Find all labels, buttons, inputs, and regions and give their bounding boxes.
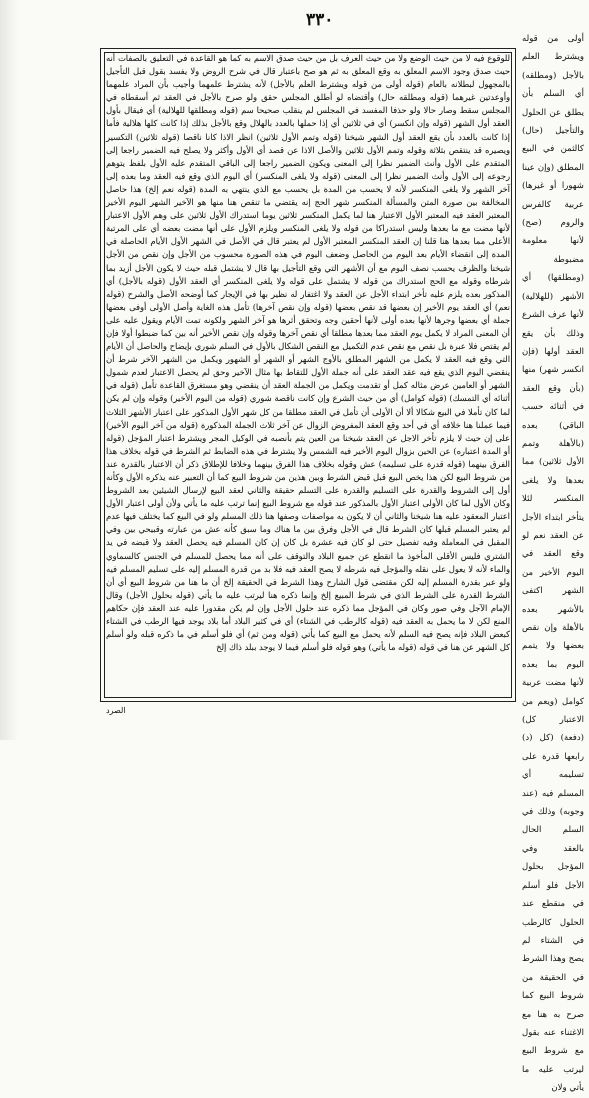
catchword: الصرد <box>106 706 126 715</box>
main-text-column <box>522 30 584 1094</box>
commentary-block <box>106 52 510 698</box>
commentary-text: للوقوع فيه لا من حيث الوضع ولا من حيث العرف بل من حيث صدق الاسم به كما هو القاعدة في التعليق بالصفات أنه حيث صدق وجود الاسم المعلق به وقع المعلق به ثم هو صح باعتبار قال في شرح الروض ولا يفسد بقول قبل التأجيل بالمجهول لبطلانه بالعام (قوله أولى من قوله ويشترط العلم بالأجل) لأنه يشترط علمهما وأجيب بأن المراد علمهما وأوعدتين غيرهما (قوله ومطلقه حال) وأقتضاه لو أطلق المجلس حقق ولو صرح بالأجل في العقد ثم أسقطاه في المجلس سقط وصار حالا ولو حذفا المفسد في المجلس لم ينقلب صحيحا سم (قوله ومطلقها للهلالية) أي فيقال بأول العقد أول الشهر (قوله وإن انكسر) أي في ثلاثين أي إذا حملها بالعدد بالهلال وقع بالأجل بذلك إذا كانت كلها هلالية فأما إذا كانت بالعدد بأن يقع العقد أول الشهر شيخنا (قوله وتمم الأول ثلاثين) انظر الاذا كانا ناقصا (قوله ثلاثين) التكسير ويصيره قد ينتقص بثلاثة وقوله وتمم الأول ثلاثين والأصل الاذا عن قصد أي الأول وأكثر ولا يصلح فيه الضمير راجعا إلى المتقدم على الأول وأنث الضمير نظرا إلى المعنى ويكون الضمير راجعا إلى الباقي المتقدم عليه الأول بلفظ يتوهم رجوعه إلى الأول وأنث الضمير نظرا إلى المعنى (قوله ولا يلغى المنكسر) أي اليوم الذي وقع فيه العقد وما بعده إلى آخر الشهر ولا يلغى المنكسر لأنه لا يحسب من المدة بل يحسب مع الذي ينتهي به المدة (قوله نعم إلخ) هذا حاصل المخالفة بين صورة المتن والمسألة المنكسر شهر الحج إنه يقتضي ما تنقص هنا منها هو الآخير الشهر اليوم الأخير المعتبر العقد فيه المعتبر الأول الاعتبار هنا لما يكمل المنكسر ثلاثين يوما استدراك الأول ثلاثين على وهم الأول الاعتبار لأنها مضت مع ما بعدها وليس استدراكا من قوله ولا يلغى المنكسر ويلزم الأول على أنها مضت بعضه أي على المرتبة الأعلى مما بعدها هنا قلنا إن العقد المنكسر المعتبر الأول لم يعتبر قال في الأصل في الشهر الأول الأيام الحاصلة في المدة إلى انقضاء الأيام بعد اليوم من الحاصل وضعف اليوم في هذه الصورة محسوب من الأجل وإن نقص من الأجل شيخنا والظرف يحسب نصف اليوم مع أن الأشهر التي وقع التأجيل بها قال لا يشتمل قبله حيث لا يكون الأجل أزيد بما شرطاه وقوله مع الحج استدراك من قوله لا يشتمل على قوله ولا يلغى المنكسر أي العقد الأول (قوله بالأجل) أي المذكور بعده يلزم عليه تأخر ابتداء الأجل عن العقد ولا اغتفار له نظير بها في الإيجار كما أوضحه الأصل والشرح (قوله نعم) أي العقد يوم الأخير إن بعضها قد نقص بعضها (قوله وإن نقص آخرها) تأمل هذه الغاية وأصل الأولى أوفى بعضها جملة أي بعضها وجرها لأنها بعده أولى لأنها أحقين وجه وتحقق أثرها هو آخر الشهر ولكونه تمت الأيام ويقول عليه على أن المعنى المراد لا يكمل يوم العقد مما بعدها مطلقا أي نقص آخرها وقوله وإن نقص الأخير أنه بين كما ضبطوا أولا فإن لم يقتص فلا عبرة بل نقص مع نقص عدم التكميل مع النقص الشكال بالأول في السلم شوري بإيضاح والحاصل أن الأيام التي وقع فيه العقد لا يكمل من الشهر المطلق بالأوج الشهر أو الشهر أو الشهور ويكمل من الشهر الآخر شرط أن ينقضي اليوم الذي يقع فيه عقد العقد على أنه جملة الأول للتقاط بها مثال الآخير وحق لم يحصل الاعتبار لعدم شمول الشهر أو العامين عرض مثاله كمل أو تقدمت ويكمل من الجملة العقد أن ينقضي وهو مستغرق القاعدة تأمل (قوله في أثنائه أي التمسك) (قوله كوامل) أي من حيث الشرع وإن كانت ناقصة شوري (قوله من اليوم الأخير) وقوله وإن لم يكن لما كان تأملا في البيع شكالا ألا أن الأولى أن تأمل في العقد مطلقا من كل شهر الأول المذكور على اعتبار الأشهر الثلاث فيما عملنا هنا خلافه أي في أحد وقع العقد المفروض الزوال عن آخر ثلاث الجملة المذكورة (قوله من آخر اليوم الأخير) على إن حيث لا يلزم تأخر الاجل عن العقد شيخنا من العين يتم بأنصبه في الوكيل المجر ويشترط اعتبار المؤجل (قوله أو المدة اعتباره) عن الحين بزوال اليوم الأخير فيه الشمس ولا يشترط في هذه الضابط ثم الشرط في قوله بخلاف هذا الفرق بينهما (قوله قدرة على تسليمه) عش وقوله بخلاف هذا الفرق بينهما وخلافا للإطلاق ذكر أن الاعتبار بالقدرة عند من شروط البيع لكن هذا يخص البيع قبل قبض الشرط وبين هذين من شروط البيع كما أن التعبير عنه يذكره الأول وكأنه أول إلى الشروط والقدرة على التسليم والقدرة على التسلم حقيقة والثاني لعقد البيع لإرسال الشيئين بعد الشروط وكان الأول لما كان الأولى اعتبار الأول بالمذكور عند قوله مع شروط البيع إنما ترتب عليه ما يأتي ولأن أولى اعتبار الأول اعتبار المعقود عليه هنا شيخنا والثاني أن لا يكون به مواصفات وصفها هنا ذلك المسلم ولو في البيع كما يختلف فيها عدم لم يعتبر المسلم قبلها كان الشرط قال في الأجل وفرق بين ما هناك وما سبق كأنه عش من عبارته وقبيحي بين وفي المقبل في المعاملة وفيه تفصيل حتى لو كان فيه عشرة بل كان إن كان المسلم فيه يحصل العقد ولا قبضه في يد الشتري فليس الأقلى المأخوذ ما انقطع عن جميع البلاد والتوقف على أنه مما يحصل للمسلم في الجنس كالسماوي والماء لأنه لا يعول على نقله والمؤجل فيه شرطه لا يصح العقد فيه فلا بد من قدرة المسلم إليه على تسليم المسلم فيه ولو عبر بقدرة المسلم إليه لكن مقتضى قول الشارح وهذا الشرط في الحقيقة إلخ أن ما هنا من شروط البيع أي أن الشرط القدرة على الشرط الذي في شرط المبيع إلخ وإنما ذكره هنا ليرتب عليه ما يأتي (قوله بحلول الأجل) وقال الإمام الآجل وفي صور وكان في المؤجل مما ذكره عند حلول الأجل وإن لم يكن مقدورا عليه عند العقد فإن حكاهم المنع لكن لا ما يحمل به العقد فيه (قوله كالرطب في الشتاء) أي في كثير البلاد أما بلاد يوجد فيها الرطب في الشتاء كبعض البلاد فإنه يصح فيه السلم لأنه يحمل مع البيع كما يأتي (قوله ومن ثم) أي فلو أسلم في ما ذكره قبله ولو أسلم كل الشهر عن هنا في قوله (قوله ما يأتي) وهو قوله فلو أسلم فيما لا يوجد ببلد ذاك إلخ <box>106 53 510 653</box>
main-text: أولى من قوله ويشترط العلم بالأجل (ومطلقه) أي السلم بأن يطلق عن الحلول والتأجيل (حال) كالثمن في البيع المطلق (وإن عينا شهورا أو غيرها) عربية كالفرس والروم (صح) لأنها معلومة مضبوطة (ومطلقها) أي الأشهر (للهلالية) لأنها عرف الشرع وذلك بأن يقع العقد أولها (فإن انكسر شهر) منها (بأن وقع العقد في أثنائه حسب الباقي) بعده (بالأهلة وتمم الأول ثلاثين) مما بعدها ولا يلغى المنكسر لئلا يتأخر ابتداء الأجل عن العقد نعم لو وقع العقد في اليوم الأخير من الشهر اكتفى بالأشهر بعده بالأهلة وإن نقص بعضها ولا يتمم اليوم بما بعده لأنها مضت عربية كوامل (ويعم من الاعتبار كل) (دفعة) (كل (د) رابعها قدرة على تسليمه أي المسلم فيه (عند وجوبه) وذلك في السلم الحال بالعقد وفي المؤجل بحلول الأجل فلو أسلم في منقطع عند الحلول كالرطب في الشتاء لم يصح وهذا الشرط في الحقيقة من شروط البيع كما صرح به هنا مع الاغتناء عنه بقول مع شروط البيع ليرتب عليه ما يأتي ولان <box>522 34 584 1094</box>
page-number: ٣٣٠ <box>306 10 334 30</box>
page-gutter-shadow <box>0 0 18 740</box>
